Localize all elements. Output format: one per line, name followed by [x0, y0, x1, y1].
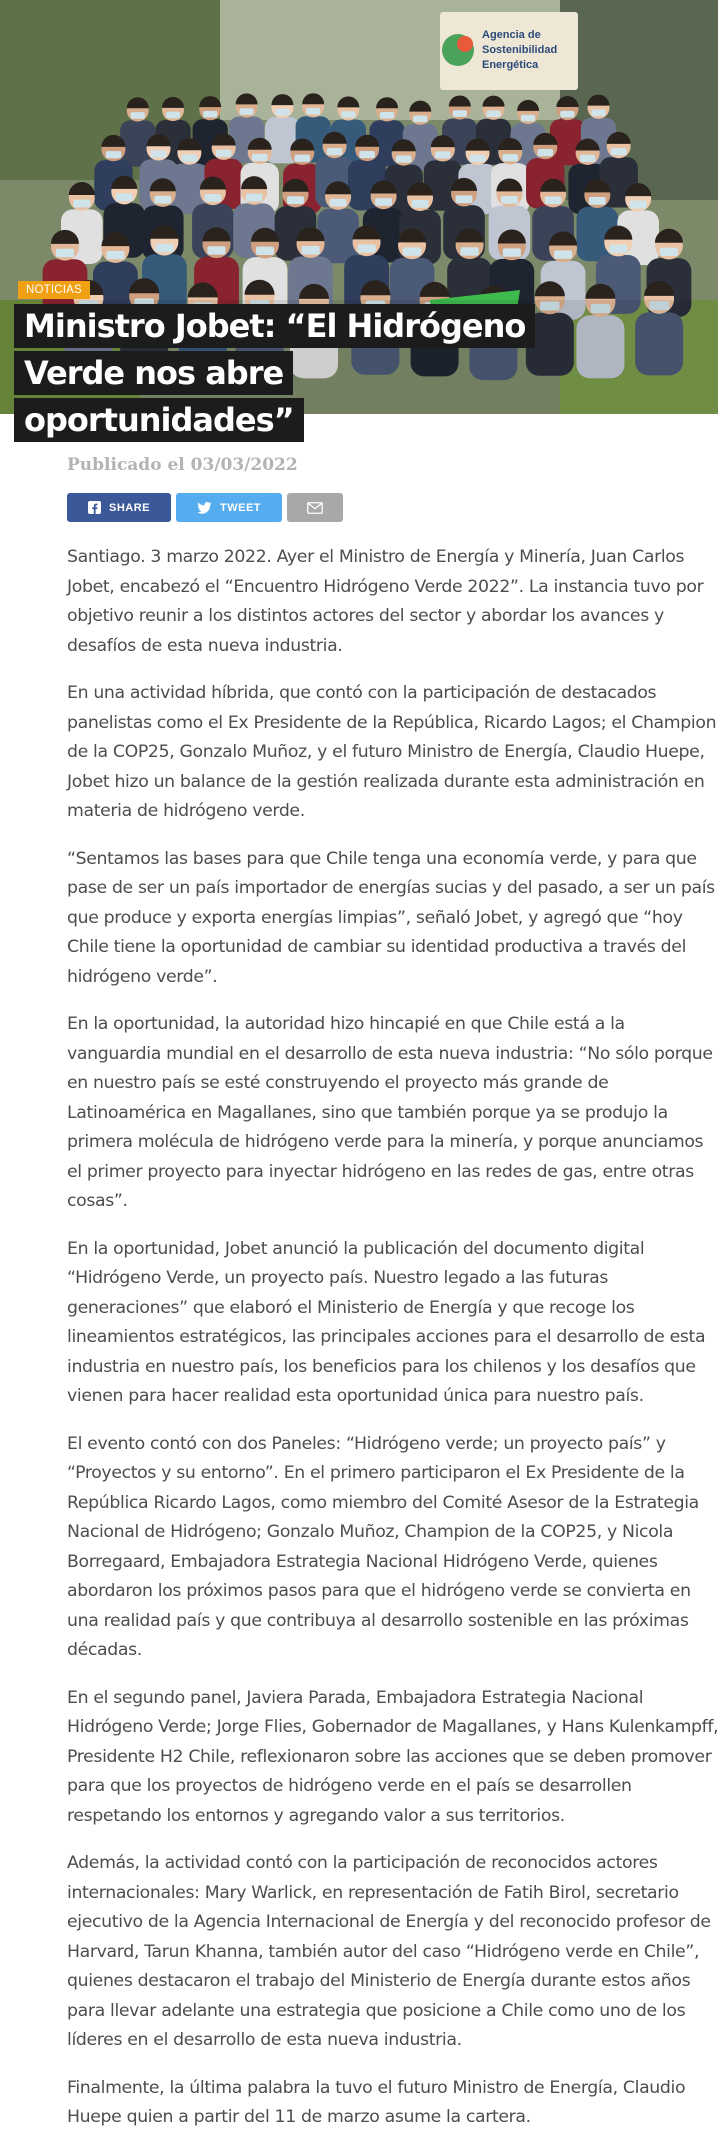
article-paragraph: Santiago. 3 marzo 2022. Ayer el Ministro de Energía y Minería, Juan Carlos Jobet, encabezó el “Encuentro Hidrógeno Verde 2022”. La instancia tuvo por objetivo reunir a los distintos actores del sector y abordar los avances y desafíos de esta nueva industria.	[67, 547, 704, 656]
person-mask	[327, 148, 343, 155]
person-mask	[630, 201, 647, 209]
person-mask	[560, 111, 574, 118]
article-paragraph: En el segundo panel, Javiera Parada, Embajadora Estrategia Nacional Hidrógeno Verde; Jorge Flies, Gobernador de Magallanes, y Hans Kulenkampff, Presidente H2 Chile, reflexionaron sobre las acciones que se deben promover para que los proyectos de hidrógeno verde en el país se desarrollen respetando los entornos y agregando valor a sus territorios.	[67, 1687, 719, 1826]
person-mask	[359, 151, 375, 158]
person-mask	[131, 112, 145, 119]
sign-text-line: Sostenibilidad	[482, 44, 558, 56]
person-mask	[403, 247, 421, 255]
person-mask	[545, 196, 562, 204]
person-mask	[106, 251, 124, 259]
sign-text-line: Energética	[482, 59, 539, 71]
person-mask	[246, 194, 263, 202]
twitter-share-label: TWEET	[220, 501, 261, 514]
person-mask	[413, 116, 427, 123]
person-mask	[275, 109, 289, 116]
person-mask	[106, 151, 122, 158]
person-mask	[554, 250, 572, 258]
sign-text-line: Agencia de	[482, 29, 541, 41]
person-mask	[306, 108, 320, 115]
person-mask	[182, 155, 198, 162]
person-mask	[151, 150, 167, 157]
facebook-share-button[interactable]	[67, 493, 171, 522]
facebook-icon	[88, 501, 101, 514]
person-mask	[521, 115, 535, 122]
category-badge[interactable]: NOTICIAS	[18, 281, 90, 299]
person-mask	[375, 198, 392, 206]
person-mask	[412, 200, 429, 208]
twitter-icon	[197, 502, 212, 514]
person-mask	[589, 197, 606, 205]
article-paragraph: El evento contó con dos Paneles: “Hidrógeno verde; un proyecto país” y “Proyectos y su entorno”. En el primero participaron el Ex Presidente de la República Ricardo Lagos, como miembro del Comité Asesor de la Estrategia Nacional de Hidrógeno; Gonzalo Muñoz, Champion de la COP25, y Nicola Borregaard, Embajadora Estrategia Nacional Hidrógeno Verde, quienes abordaron los próximos pasos para que el hidrógeno verde se convierta en una realidad país y que contribuya al desarrollo sostenible en las próximas décadas.	[67, 1433, 699, 1660]
hero-image	[0, 0, 718, 439]
person-mask	[580, 155, 596, 162]
person-mask	[453, 110, 467, 117]
person-mask	[591, 109, 605, 116]
article-paragraph: “Sentamos las bases para que Chile tenga una economía verde, y para que pase de ser un país importador de energías sucias y del pasado, a ser un país que produce y exporta energías limpias”, señaló Jobet, y agregó que “hoy Chile tiene la oportunidad de cambiar su identidad productiva a través del hidrógeno verde”.	[67, 848, 715, 987]
article-paragraph: Finalmente, la última palabra la tuvo el futuro Ministro de Energía, Claudio Huepe quien a partir del 11 de marzo asume la cartera.	[67, 2077, 686, 2127]
person-mask	[537, 149, 553, 156]
person-mask	[294, 155, 310, 162]
person-mask	[256, 247, 274, 255]
person-mask	[207, 246, 225, 254]
person-mask	[357, 244, 375, 252]
person-mask	[470, 155, 486, 162]
twitter-share-button[interactable]	[176, 493, 282, 522]
person-mask	[609, 245, 627, 253]
article-title	[14, 303, 554, 444]
person-mask	[154, 196, 171, 204]
person-mask	[330, 199, 347, 207]
person-mask	[216, 150, 232, 157]
person-mask	[456, 195, 473, 203]
person-mask	[460, 247, 478, 255]
sign-logo-accent	[457, 36, 473, 52]
person-mask	[203, 111, 217, 118]
email-share-button[interactable]	[287, 493, 343, 522]
person-mask	[287, 196, 304, 204]
article-paragraph: En la oportunidad, Jobet anunció la publicación del documento digital “Hidrógeno Verde, un proyecto país. Nuestro legado a las futuras generaciones” que elaboró el Ministerio de Energía y que recoge los lineamientos estratégicos, las principales acciones para el desarrollo de esta industria en nuestro país, los beneficios para los chilenos y los desafíos que vienen para hacer realidad esta oportunidad única para nuestro país.	[67, 1238, 706, 1406]
article-paragraph: Además, la actividad contó con la participación de reconocidos actores internacionales: Mary Warlick, en representación de Fatih Birol, secretario ejecutivo de la Agencia Internacional de Energía y del reconocido profesor de Harvard, Tarun Khanna, también autor del caso “Hidrógeno verde en Chile”, quienes destacaron el trabajo del Ministerio de Energía durante estos años para llevar adelante una estrategia que posicione a Chile como uno de los líderes en el desarrollo de esta nueva industria.	[67, 1853, 711, 2050]
person-mask	[56, 249, 74, 257]
article-body	[67, 543, 721, 2151]
person-mask	[155, 244, 173, 252]
person-mask	[396, 155, 412, 162]
person-mask	[239, 108, 253, 115]
person-mask	[204, 194, 221, 202]
person-mask	[73, 200, 90, 208]
person-mask	[611, 148, 627, 155]
article-title-text: Ministro Jobet: “El Hidrógeno Verde nos abre oportunidades”	[14, 304, 535, 442]
person-mask	[435, 151, 451, 158]
article-paragraph: En la oportunidad, la autoridad hizo hincapié en que Chile está a la vanguardia mundial en el desarrollo de esta nueva industria: “No sólo porque en nuestro país se esté construyendo el proyecto más grande de Latinoamérica en Magallanes, sino que también porque ya se produjo la primera molécula de hidrógeno verde para la minería, y porque anunciamos el primer proyecto para inyectar hidrógeno en las redes de gas, entre otras cosas”.	[67, 1014, 713, 1211]
person-mask	[660, 248, 678, 256]
article-paragraph: En una actividad híbrida, que contó con la participación de destacados panelistas como el Ex Presidente de la República, Ricardo Lagos; el Champion de la COP25, Gonzalo Muñoz, y el futuro Ministro de Energía, Claudio Huepe, Jobet hizo un balance de la gestión realizada durante esta administración en materia de hidrógeno verde.	[67, 683, 717, 821]
person-mask	[116, 193, 133, 201]
person-mask	[380, 112, 394, 119]
publish-date: Publicado el 03/03/2022	[67, 455, 298, 475]
person-mask	[341, 111, 355, 118]
person-mask	[502, 154, 518, 161]
person-mask	[166, 112, 180, 119]
person-mask	[501, 196, 518, 204]
share-buttons	[67, 493, 343, 522]
person-mask	[503, 248, 521, 256]
envelope-icon	[307, 502, 323, 514]
person-body	[317, 209, 359, 264]
person-mask	[486, 110, 500, 117]
person-mask	[301, 246, 319, 254]
facebook-share-label: SHARE	[108, 501, 150, 514]
person-mask	[252, 154, 268, 161]
